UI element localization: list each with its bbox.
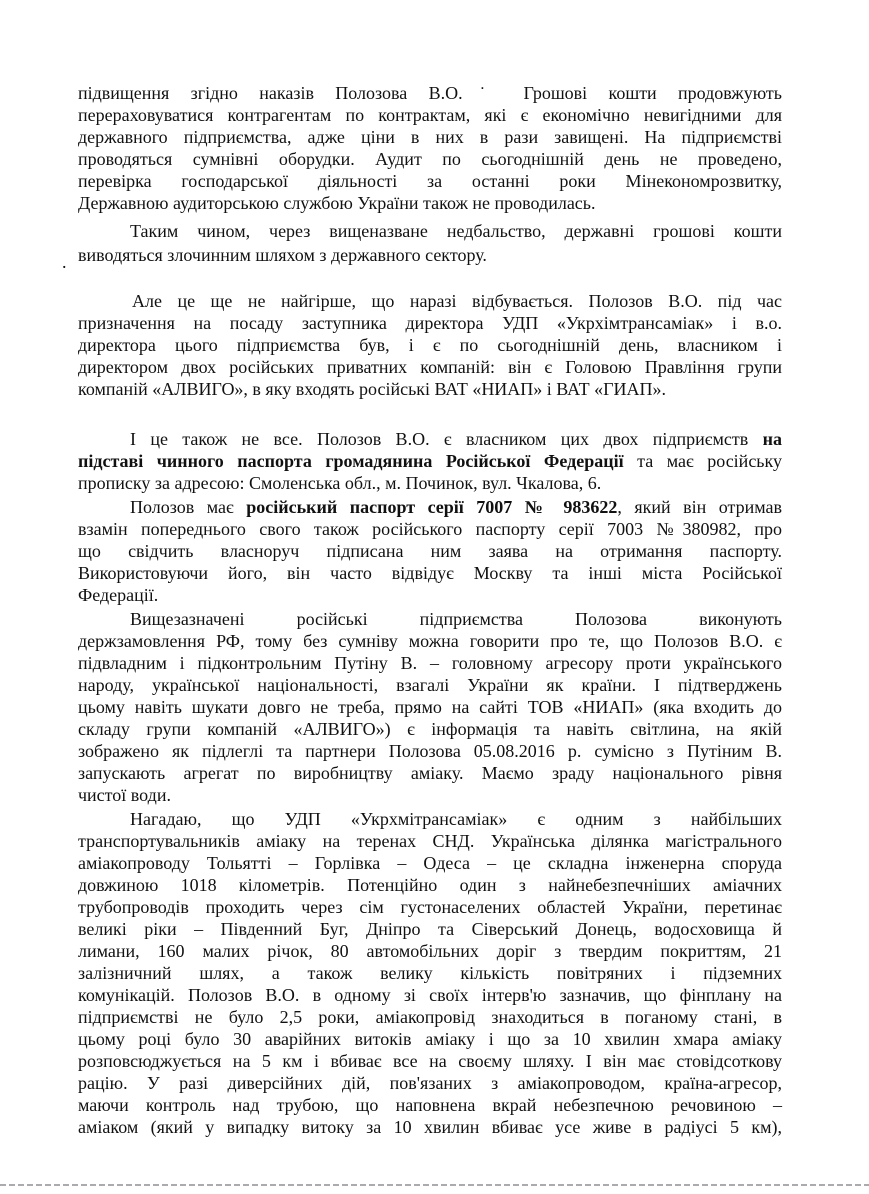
text-line: довжиною 1018 кілометрів. Потенційно один з найнебезпечніших аміачних bbox=[78, 875, 782, 895]
text-line: директором двох російських приватних компаній: він є Головою Правління групи bbox=[78, 357, 782, 377]
text-line: складу групи компаній «АЛВИГО») є інформація та навіть світлина, на якій bbox=[78, 719, 782, 739]
scan-edge-divider bbox=[0, 1184, 869, 1186]
text-line: підвладним і підконтрольним Путіну В. – головному агресору проти українського bbox=[78, 653, 782, 673]
text-line: компаній «АЛВИГО», в яку входять російські ВАТ «НИАП» і ВАТ «ГИАП». bbox=[78, 379, 666, 399]
text-line: аміаком (який у випадку витоку за 10 хвилин вбиває усе живе в радіусі 5 км), bbox=[78, 1117, 782, 1137]
text-line: підвищення згідно наказів Полозова В.О.˙ Грошові кошти продовжують bbox=[78, 83, 782, 103]
text-line: виводяться злочинним шляхом з державного сектору. bbox=[78, 245, 487, 265]
text-line: підприємстві не було 2,5 роки, аміакопровід знаходиться в поганому стані, в bbox=[78, 1007, 782, 1027]
text-line: Федерації. bbox=[78, 585, 159, 605]
text-line: розповсюджується на 5 км і вбиває все на своєму шляху. І він має стовідсоткову bbox=[78, 1051, 782, 1071]
text-line: Використовуючи його, він часто відвідує Москву та інші міста Російської bbox=[78, 563, 782, 583]
text-line: призначення на посаду заступника директора УДП «Укрхімтрансаміак» і в.о. bbox=[78, 313, 782, 333]
text-line: зображено як підлеглі та партнери Полозова 05.08.2016 р. сумісно з Путіним В. bbox=[78, 741, 782, 761]
text-line: залізничний шлях, а також велику кількість повітряних і підземних bbox=[78, 963, 782, 983]
text-line: цьому навіть шукати довго не треба, прямо на сайті ТОВ «НИАП» (яка входить до bbox=[78, 697, 782, 717]
text-line: трубопроводів проходить через сім густонаселених областей України, перетинає bbox=[78, 897, 782, 917]
text-line bbox=[130, 496, 782, 518]
text-line: державного підприємства, адже ціни в них в рази завищені. На підприємстві bbox=[78, 127, 782, 147]
text-line: маючи контроль над трубою, що наповнена вкрай небезпечною речовиною – bbox=[78, 1095, 782, 1115]
text-line: Але це ще не найгірше, що наразі відбувається. Полозов В.О. під час bbox=[132, 291, 782, 311]
text-line: аміакопроводу Тольятті – Горлівка – Одеса – це складна інженерна споруда bbox=[78, 853, 782, 873]
text-line: чистої води. bbox=[78, 785, 171, 805]
text-line: великі ріки – Південний Буг, Дніпро та Сіверський Донець, водосховища й bbox=[78, 919, 782, 939]
text-line: держзамовлення РФ, тому без сумніву можна говорити про те, що Полозов В.О. є bbox=[78, 631, 782, 651]
text-line: Нагадаю, що УДП «Укрхмітрансаміак» є одним з найбільших bbox=[130, 809, 782, 829]
text-line: народу, української національності, взагалі України як країни. І підтверджень bbox=[78, 675, 782, 695]
text-line: Вищезазначені російські підприємства Полозова виконують bbox=[130, 609, 782, 629]
text-line: Таким чином, через вищеназване недбальство, державні грошові кошти bbox=[130, 221, 782, 241]
text-span: І це також не все. Полозов В.О. є власником цих двох підприємств bbox=[130, 429, 749, 449]
text-span: та має російську bbox=[637, 451, 783, 471]
text-line: перераховуватися контрагентам по контрактам, які є економічно невигідними для bbox=[78, 105, 782, 125]
text-line: що свідчить власноруч підписана ним заява на отримання паспорту. bbox=[78, 541, 782, 561]
text-line: лимани, 160 малих річок, 80 автомобільних доріг з твердим покриттям, 21 bbox=[78, 941, 782, 961]
bold-span: на bbox=[762, 429, 783, 449]
text-line: транспортувальників аміаку на теренах СНД. Українська ділянка магістрального bbox=[78, 831, 782, 851]
text-line bbox=[130, 428, 782, 450]
text-line: комунікацій. Полозов В.О. в одному зі своїх інтерв'ю зазначив, що фінплану на bbox=[78, 985, 782, 1005]
text-line bbox=[78, 450, 782, 472]
text-line: цьому році було 30 аварійних витоків аміаку і що за 10 хвилин хмара аміаку bbox=[78, 1029, 782, 1049]
text-line: проводяться сумнівні оборудки. Аудит по сьогоднішній день не проведено, bbox=[78, 149, 782, 169]
text-line: рацію. У разі диверсійних дій, пов'язаних з аміакопроводом, країна-агресор, bbox=[78, 1073, 782, 1093]
text-span: , який він отримав bbox=[617, 497, 783, 517]
text-line: запускають агрегат по виробництву аміаку. Маємо зраду національного рівня bbox=[78, 763, 782, 783]
text-line: директора цього підприємства був, і є по сьогоднішній день, власником і bbox=[78, 335, 782, 355]
text-span: Полозов має bbox=[130, 497, 234, 517]
text-line: перевірка господарської діяльності за останні роки Мінекономрозвитку, bbox=[78, 171, 782, 191]
bold-span: російський паспорт серії 7007 № 983622 bbox=[246, 497, 618, 517]
text-line: Державною аудиторською службою України також не проводилась. bbox=[78, 193, 596, 213]
text-line: прописку за адресою: Смоленська обл., м. Починок, вул. Чкалова, 6. bbox=[78, 473, 602, 493]
margin-mark: . bbox=[62, 252, 67, 272]
bold-span: підставі чинного паспорта громадянина Російської Федерації bbox=[78, 451, 624, 471]
text-line: взамін попереднього свого також російського паспорту серії 7003 №380982, про bbox=[78, 519, 782, 539]
